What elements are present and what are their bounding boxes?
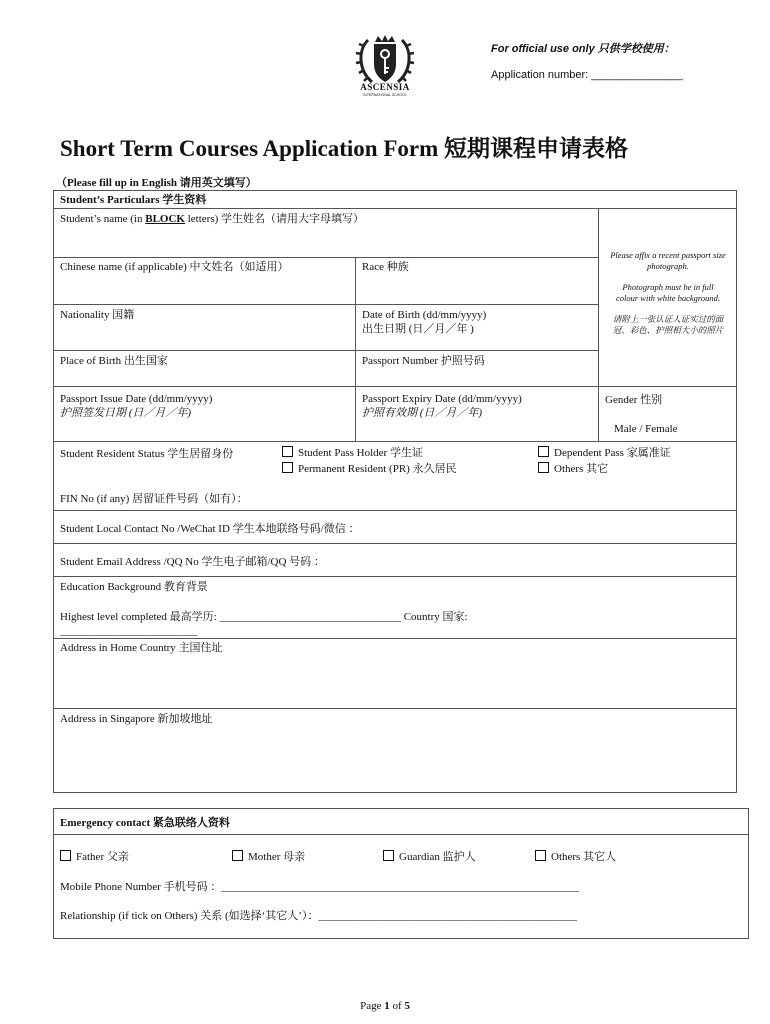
- passport-expiry-label-cn: 护照有效期 (日／月／年): [362, 407, 483, 419]
- email-field[interactable]: Student Email Address /QQ No 学生电子邮箱/QQ 号码 ：: [60, 556, 325, 568]
- school-logo: [350, 32, 420, 102]
- status-option-label: Student Pass Holder 学生证: [298, 447, 423, 459]
- passport-issue-field[interactable]: [60, 392, 212, 420]
- dob-label-en: Date of Birth (dd/mm/yyyy): [362, 309, 487, 321]
- student-section-label: Student’s Particulars 学生资料: [60, 194, 207, 206]
- logo-subtext: INTERNATIONAL SCHOOL: [363, 93, 407, 97]
- of-word: of: [389, 1000, 405, 1012]
- address-home-field[interactable]: Address in Home Country 主国住址: [60, 642, 223, 654]
- checkbox-icon[interactable]: [538, 462, 549, 473]
- relationship-field[interactable]: Relationship (if tick on Others) 关系 (如选择‘其它人’）：_______________________________________________: [60, 910, 577, 922]
- chinese-name-field[interactable]: Chinese name (if applicable) 中文姓名（如适用）: [60, 261, 289, 273]
- checkbox-icon[interactable]: [232, 850, 243, 861]
- place-of-birth-field[interactable]: Place of Birth 出生国家: [60, 355, 168, 367]
- dob-label-cn: 出生日期 (日／月／年 ): [362, 323, 474, 335]
- gender-options[interactable]: Male / Female: [614, 423, 678, 435]
- status-option-student-pass[interactable]: [282, 446, 423, 460]
- checkbox-icon[interactable]: [538, 446, 549, 457]
- emergency-option-father[interactable]: [60, 850, 129, 864]
- logo-text: ASCENSIA: [360, 82, 410, 92]
- student-name-prefix: Student’s name (in: [60, 213, 146, 225]
- checkbox-icon[interactable]: [60, 850, 71, 861]
- education-background-label: Education Background 教育背景: [60, 581, 208, 593]
- emergency-option-others[interactable]: [535, 850, 616, 864]
- status-option-dependent-pass[interactable]: [538, 446, 671, 460]
- emergency-option-guardian[interactable]: [383, 850, 476, 864]
- student-name-field[interactable]: [60, 212, 364, 226]
- page-title: Short Term Courses Application Form 短期课程申请表格: [60, 136, 628, 161]
- fin-field[interactable]: FIN No (if any) 居留证件号码（如有）：: [60, 493, 248, 505]
- photo-note-3: 请附上一张认证人证实过的面冠、彩色、护照相大小的照片: [612, 314, 724, 335]
- mobile-phone-field[interactable]: Mobile Phone Number 手机号码 ：_________________________________________________________________: [60, 881, 579, 893]
- page-total: 5: [404, 1000, 410, 1012]
- page-word: Page: [360, 1000, 385, 1012]
- highest-level-continuation[interactable]: _________________________: [60, 625, 198, 637]
- race-field[interactable]: Race 种族: [362, 261, 409, 273]
- emergency-option-label: Others 其它人: [551, 851, 617, 863]
- passport-number-field[interactable]: Passport Number 护照号码: [362, 355, 485, 367]
- status-option-others[interactable]: [538, 462, 608, 476]
- emergency-option-mother[interactable]: [232, 850, 305, 864]
- photo-note-2: Photograph must be in full colour with white background.: [615, 282, 721, 303]
- passport-issue-label-en: Passport Issue Date (dd/mm/yyyy): [60, 393, 213, 405]
- address-singapore-field[interactable]: Address in Singapore 新加坡地址: [60, 713, 213, 725]
- photo-box[interactable]: [600, 250, 736, 336]
- student-name-suffix: letters) 学生姓名（请用大字母填写）: [184, 213, 365, 225]
- status-option-pr[interactable]: [282, 462, 457, 476]
- emergency-option-label: Father 父亲: [76, 851, 129, 863]
- page-indicator: [0, 1000, 770, 1012]
- checkbox-icon[interactable]: [282, 462, 293, 473]
- checkbox-icon[interactable]: [383, 850, 394, 861]
- photo-note-1: Please affix a recent passport size photograph.: [610, 250, 726, 271]
- application-number-field[interactable]: Application number: _______________: [491, 69, 684, 81]
- checkbox-icon[interactable]: [535, 850, 546, 861]
- passport-expiry-field[interactable]: [362, 392, 522, 420]
- status-option-label: Dependent Pass 家属准证: [554, 447, 671, 459]
- highest-level-field[interactable]: Highest level completed 最高学历: _________________________________ Country 国家:: [60, 611, 468, 623]
- student-name-block: BLOCK: [145, 213, 185, 225]
- instruction-text: （Please fill up in English 请用英文填写）: [56, 177, 257, 189]
- official-use-label: For official use only 只供学校使用：: [491, 43, 675, 55]
- status-option-label: Others 其它: [554, 463, 609, 475]
- gender-label: Gender 性别: [605, 394, 663, 406]
- emergency-section-label: Emergency contact 紧急联络人资料: [60, 817, 230, 829]
- emergency-option-label: Mother 母亲: [248, 851, 306, 863]
- status-option-label: Permanent Resident (PR) 永久居民: [298, 463, 457, 475]
- passport-expiry-label-en: Passport Expiry Date (dd/mm/yyyy): [362, 393, 522, 405]
- local-contact-field[interactable]: Student Local Contact No /WeChat ID 学生本地联络号码/微信 ：: [60, 523, 360, 535]
- resident-status-label: Student Resident Status 学生居留身份: [60, 448, 234, 460]
- emergency-option-label: Guardian 监护人: [399, 851, 476, 863]
- checkbox-icon[interactable]: [282, 446, 293, 457]
- passport-issue-label-cn: 护照签发日期 (日／月／年): [60, 407, 192, 419]
- dob-field[interactable]: [362, 308, 486, 336]
- page-current: 1: [384, 1000, 390, 1012]
- nationality-field[interactable]: Nationality 国籍: [60, 309, 135, 321]
